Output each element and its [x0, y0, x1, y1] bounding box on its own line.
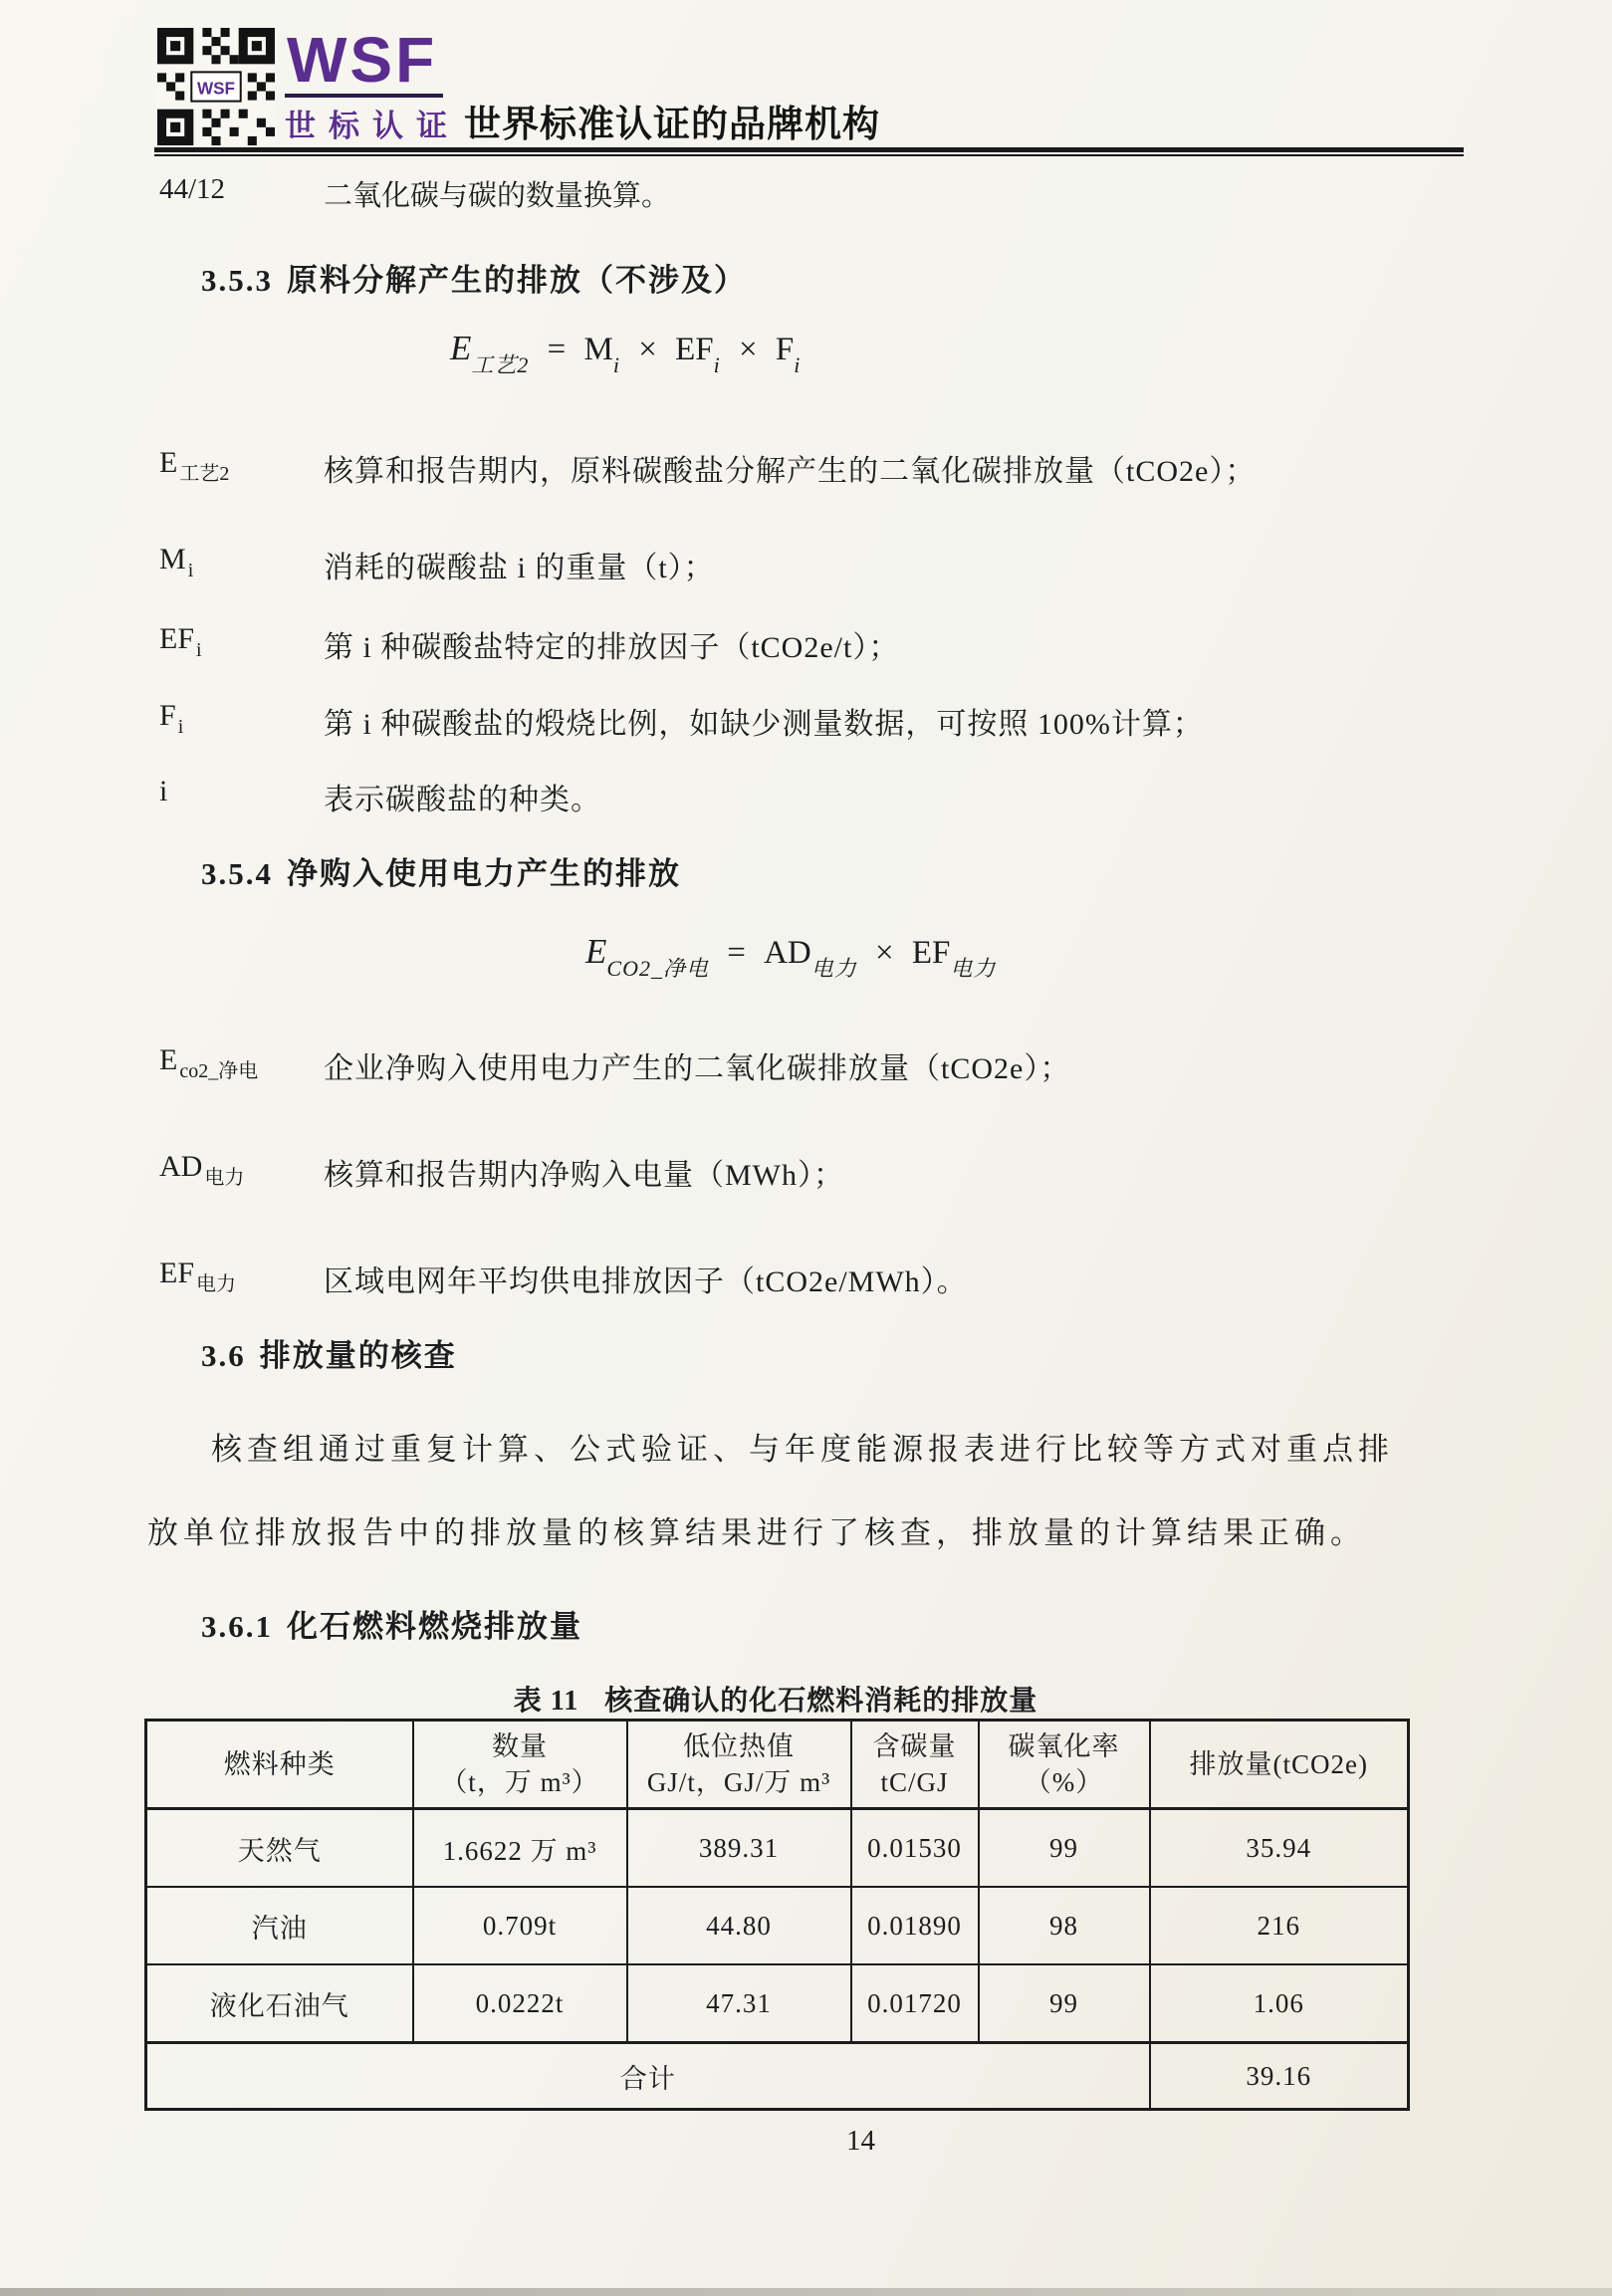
total-emission-value: 39.16: [1150, 2043, 1409, 2110]
letterhead: [157, 24, 880, 145]
formula-term-ef-subscript: i: [713, 352, 721, 377]
definition-description: 消耗的碳酸盐 i 的重量（t）；: [324, 552, 715, 584]
conversion-note-term: 44/12: [159, 173, 226, 205]
verification-paragraph: [147, 1408, 1464, 1575]
formula-term-ef: EF: [675, 332, 714, 367]
col-header-carbon-content: 含碳量 tC/GJ: [851, 1721, 979, 1809]
definition-description: 第 i 种碳酸盐的煅烧比例，如缺少测量数据，可按照 100%计算；: [324, 708, 1204, 741]
multiply-sign: ×: [875, 935, 894, 971]
table-row: [146, 1887, 1409, 1964]
definition-row: [159, 446, 1256, 490]
definition-description: 核算和报告期内，原料碳酸盐分解产生的二氧化碳排放量（tCO2e）；: [324, 455, 1257, 488]
col-header-fuel-type: 燃料种类: [146, 1721, 413, 1809]
cell-emission: 216: [1150, 1887, 1409, 1964]
section-heading-354: [201, 848, 681, 893]
table-caption: [144, 1679, 1407, 1719]
formula-lhs-subscript: 工艺2: [471, 352, 530, 377]
logo-name: 世标认证: [285, 109, 460, 143]
cell-heating-value: 47.31: [627, 1964, 851, 2043]
cell-quantity: 1.6622 万 m³: [413, 1809, 627, 1888]
conversion-note: [159, 173, 670, 214]
cell-quantity: 0.709t: [413, 1887, 627, 1964]
paragraph-line: 核查组通过重复计算、公式验证、与年度能源报表进行比较等方式对重点排: [211, 1432, 1394, 1467]
section-heading-361: [201, 1601, 582, 1646]
equals-sign: =: [547, 332, 567, 367]
formula-term-f: F: [775, 332, 795, 367]
definition-term: EF $_i$: [159, 622, 202, 661]
cell-fuel-type: 汽油: [146, 1887, 413, 1964]
cell-fuel-type: 天然气: [146, 1809, 413, 1888]
formula-term-ef-subscript: 电力: [950, 956, 997, 981]
section-number: 3.5.4: [201, 856, 273, 891]
cell-oxidation-rate: 99: [979, 1964, 1150, 2043]
page-number: 14: [846, 2125, 875, 2157]
definition-row: [159, 1257, 968, 1300]
total-label: 合计: [146, 2043, 1150, 2110]
section-heading-36: [201, 1330, 457, 1375]
logo-acronym: WSF: [285, 31, 443, 98]
formula-term-ef: EF: [911, 935, 951, 971]
table-total-row: [146, 2043, 1409, 2110]
definition-row: [159, 699, 1204, 743]
section-title: 原料分解产生的排放（不涉及）: [287, 263, 747, 298]
table-number: 表 11: [513, 1686, 579, 1717]
conversion-note-description: 二氧化碳与碳的数量换算。: [324, 180, 671, 212]
definition-row: [159, 622, 899, 666]
section-number: 3.5.3: [201, 263, 273, 298]
svg-text:WSF: WSF: [196, 78, 236, 99]
formula-lhs-subscript: CO2_净电: [606, 956, 709, 981]
formula-process-emission: [450, 329, 801, 379]
formula-lhs: E: [585, 932, 607, 971]
col-header-quantity: 数量 （t，万 m³）: [413, 1721, 627, 1809]
cell-heating-value: 44.80: [627, 1887, 851, 1964]
multiply-sign: ×: [739, 332, 758, 367]
cell-carbon-content: 0.01890: [851, 1887, 979, 1964]
definition-term: EF $_{电力}$: [159, 1257, 237, 1295]
cell-oxidation-rate: 98: [979, 1887, 1150, 1964]
definition-term: F $_i$: [159, 699, 184, 738]
table-row: [146, 1964, 1409, 2043]
formula-term-ad: AD: [764, 935, 811, 971]
section-title: 排放量的核查: [259, 1338, 457, 1373]
definition-term: i: [159, 775, 168, 807]
formula-term-m-subscript: i: [612, 352, 620, 377]
col-header-emission: 排放量(tCO2e): [1150, 1721, 1409, 1809]
section-title: 净购入使用电力产生的排放: [287, 856, 681, 891]
formula-term-m: M: [583, 332, 613, 367]
definition-term: E $_{co2\_净电}$: [159, 1043, 259, 1082]
formula-term-ad-subscript: 电力: [810, 956, 857, 981]
table-header-row: [146, 1721, 1409, 1809]
cell-oxidation-rate: 99: [979, 1809, 1150, 1888]
section-number: 3.6.1: [201, 1609, 273, 1644]
table-title: 核查确认的化石燃料消耗的排放量: [604, 1686, 1038, 1717]
section-title: 化石燃料燃烧排放量: [287, 1609, 582, 1644]
definition-description: 第 i 种碳酸盐特定的排放因子（tCO2e/t）；: [324, 631, 900, 664]
section-heading-353: [201, 255, 747, 300]
definition-description: 核算和报告期内净购入电量（MWh）；: [324, 1159, 844, 1192]
formula-term-f-subscript: i: [794, 352, 802, 377]
paragraph-line: 放单位排放报告中的排放量的核算结果进行了核查，排放量的计算结果正确。: [147, 1515, 1366, 1550]
header-divider: [154, 147, 1464, 156]
col-header-heating-value: 低位热值 GJ/t，GJ/万 m³: [627, 1721, 851, 1809]
cell-emission: 1.06: [1150, 1964, 1409, 2043]
cell-carbon-content: 0.01530: [851, 1809, 979, 1888]
definition-description: 表示碳酸盐的种类。: [324, 784, 601, 816]
qr-code-icon: [157, 28, 275, 145]
multiply-sign: ×: [638, 332, 657, 367]
wsf-logo: [285, 24, 460, 145]
definition-row: [159, 1150, 844, 1194]
equals-sign: =: [727, 935, 746, 971]
definition-term: E $_{工艺2}$: [159, 446, 230, 485]
formula-lhs: E: [450, 329, 472, 367]
definition-row: [159, 1043, 1070, 1087]
cell-heating-value: 389.31: [627, 1809, 851, 1888]
definition-row: [159, 543, 715, 586]
formula-electricity-emission: [585, 932, 996, 983]
section-number: 3.6: [201, 1338, 246, 1373]
cell-fuel-type: 液化石油气: [146, 1964, 413, 2043]
definition-description: 企业净购入使用电力产生的二氧化碳排放量（tCO2e）；: [324, 1052, 1071, 1085]
col-header-oxidation-rate: 碳氧化率 （%）: [979, 1721, 1150, 1809]
logo-tagline: 世界标准认证的品牌机构: [464, 104, 880, 144]
definition-row: [159, 775, 601, 818]
definition-term: AD $_{电力}$: [159, 1150, 245, 1189]
table-row: [146, 1809, 1409, 1888]
definition-description: 区域电网年平均供电排放因子（tCO2e/MWh）。: [324, 1265, 968, 1298]
cell-quantity: 0.0222t: [413, 1964, 627, 2043]
definition-term: M $_i$: [159, 543, 194, 581]
cell-emission: 35.94: [1150, 1809, 1409, 1888]
cell-carbon-content: 0.01720: [851, 1964, 979, 2043]
fuel-emission-table: [144, 1719, 1410, 2111]
